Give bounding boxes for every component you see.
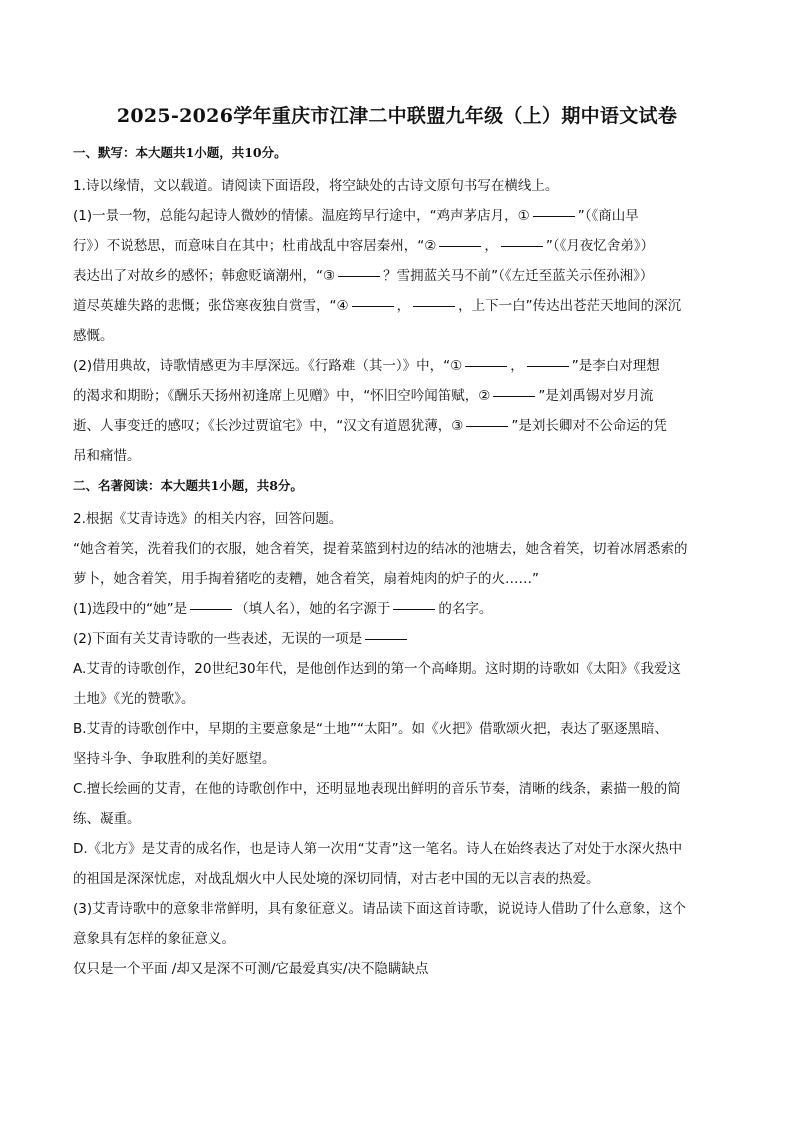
text-run: (2)下面有关艾青诗歌的一些表述，无误的一项是 <box>73 631 363 647</box>
text-run: 行》）不说愁思，而意味自在其中；杜甫战乱中容居秦州，“② <box>73 238 437 254</box>
text-run: ”（《商山早 <box>577 208 639 224</box>
q1-part1-line-5: 感慨。 <box>73 328 114 344</box>
section-1-heading <box>73 142 721 163</box>
text-run: 道尽英雄失路的悲慨；张岱寒夜独自赏雪，“④ <box>73 298 349 314</box>
text-run: ， <box>510 358 524 374</box>
text-run: 表达出了对故乡的感怀；韩愈贬谪潮州，“③ <box>73 268 336 284</box>
text-run: 逝、人事变迁的感叹；《长沙过贾谊宅》中，“汉文有道恩犹薄，③ <box>73 418 464 434</box>
text-run: ， <box>396 298 411 314</box>
answer-blank <box>465 365 507 367</box>
q2-quote-line-2: 萝卜，她含着笑，用手掏着猪吃的麦糟，她含着笑，扇着炖肉的炉子的火……” <box>73 571 539 587</box>
section-2-heading <box>73 475 721 496</box>
answer-blank <box>439 245 481 247</box>
page-title: 2025-2026学年重庆市江津二中联盟九年级（上）期中语文试卷 <box>116 105 678 127</box>
option-d-line-2: 的祖国是深深忧虑，对战乱烟火中人民处境的深切同情，对古老中国的无以言表的热爱。 <box>73 871 600 887</box>
q1-part1-line-2 <box>73 231 721 261</box>
q2-sub1 <box>73 594 721 624</box>
option-d-line-1: D.《北方》是艾青的成名作，也是诗人第一次用“艾青”这一笔名。诗人在始终表达了对处于水深火热中 <box>73 841 683 857</box>
text-run: (2)借用典故，诗歌情感更为丰厚深远。《行路难（其一）》中，“① <box>73 358 463 374</box>
option-c-line-1: C.擅长绘画的艾青，在他的诗歌创作中，还明显地表现出鲜明的音乐节奏，清晰的线条，素描一般的简 <box>73 781 681 797</box>
answer-blank <box>466 425 508 427</box>
exam-content <box>73 142 721 984</box>
q1-part1-line-4 <box>73 291 721 321</box>
q1-part1-line-3 <box>73 261 721 291</box>
answer-blank <box>501 245 543 247</box>
answer-blank <box>352 305 394 307</box>
text-run: 的名字。 <box>438 601 493 617</box>
q2-sub3-line-2: 意象具有怎样的象征意义。 <box>73 931 235 947</box>
option-c-line-2: 练、凝重。 <box>73 811 141 827</box>
section-2-heading-text: 二、名著阅读：本大题共1小题，共8分。 <box>73 478 303 493</box>
section-1-heading-text: 一、默写：本大题共1小题，共10分。 <box>73 145 287 160</box>
answer-blank <box>413 305 455 307</box>
q1-part2-line-1 <box>73 351 721 381</box>
text-run: (1)一景一物，总能勾起诗人微妙的情愫。温庭筠早行途中，“鸡声茅店月，① <box>73 208 530 224</box>
answer-blank <box>527 365 569 367</box>
answer-blank <box>533 215 575 217</box>
text-run: （填人名），她的名字源于 <box>235 601 391 617</box>
text-run: 的渴求和期盼；《酬乐天扬州初逢席上见赠》中，“怀旧空吟闻笛赋，② <box>73 388 491 404</box>
text-run: (1)选段中的“她”是 <box>73 601 188 617</box>
answer-blank <box>393 608 435 610</box>
q1-part2-line-4: 吊和痛惜。 <box>73 448 141 464</box>
text-run: ”是李白对理想 <box>571 358 660 374</box>
question-1-stem: 1.诗以缘情，文以载道。请阅读下面语段，将空缺处的古诗文原句书写在横线上。 <box>73 178 559 194</box>
option-a-line-2: 土地》《光的赞歌》。 <box>73 691 195 707</box>
answer-blank <box>190 608 232 610</box>
q1-part2-line-3 <box>73 411 721 441</box>
text-run: ， <box>484 238 498 254</box>
poem-excerpt: 仅只是一个平面 /却又是深不可测/它最爱真实/决不隐瞒缺点 <box>73 961 429 977</box>
text-run: ？雪拥蓝关马不前”（《左迁至蓝关示侄孙湘》） <box>383 268 654 284</box>
q2-sub2 <box>73 624 721 654</box>
text-run: ”是刘禹锡对岁月流 <box>538 388 654 404</box>
answer-blank <box>493 395 535 397</box>
q2-sub3-line-1: (3)艾青诗歌中的意象非常鲜明，具有象征意义。请品读下面这首诗歌，说说诗人借助了什么意象，这个 <box>73 901 687 917</box>
question-2-stem: 2.根据《艾青诗选》的相关内容，回答问题。 <box>73 511 343 527</box>
text-run: ”是刘长卿对不公命运的凭 <box>511 418 667 434</box>
option-b-line-1: B.艾青的诗歌创作中，早期的主要意象是“土地”“太阳”。如《火把》借歌颂火把，表达了驱逐黑暗、 <box>73 721 669 737</box>
option-b-line-2: 坚持斗争、争取胜利的美好愿望。 <box>73 751 276 767</box>
q2-quote-line-1: “她含着笑，洗着我们的衣服，她含着笑，提着菜篮到村边的结冰的池塘去，她含着笑，切着冰屑悉索的 <box>73 541 688 557</box>
answer-blank <box>365 638 407 640</box>
text-run: ”（《月夜忆舍弟》） <box>545 238 655 254</box>
option-a-line-1: A.艾青的诗歌创作，20世纪30年代，是他创作达到的第一个高峰期。这时期的诗歌如《太阳》《我爱这 <box>73 661 681 677</box>
text-run: ，上下一白”传达出苍茫天地间的深沉 <box>458 298 682 314</box>
q1-part1-line-1 <box>73 201 721 231</box>
answer-blank <box>338 275 380 277</box>
q1-part2-line-2 <box>73 381 721 411</box>
